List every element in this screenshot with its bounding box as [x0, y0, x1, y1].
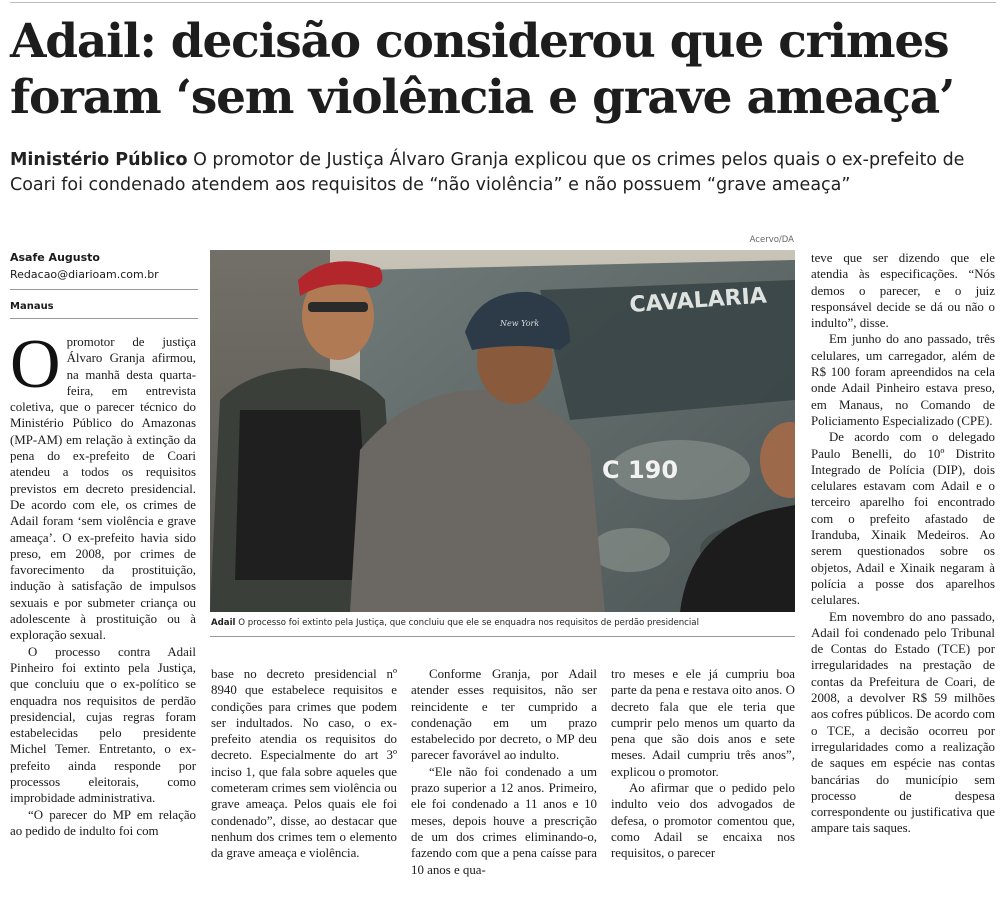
headline — [10, 14, 1000, 126]
cap-text: New York — [500, 319, 540, 328]
column-4 — [611, 666, 795, 862]
paragraph: “O parecer do MP em relação ao pedido de indulto foi com — [10, 807, 196, 838]
caption-rule — [210, 636, 795, 637]
caption-name: Adail — [211, 618, 236, 628]
column-1 — [10, 326, 196, 839]
caption-text: O processo foi extinto pela Justiça, que concluiu que ele se enquadra nos requisitos de perdão presidencial — [238, 618, 699, 628]
column-3 — [411, 666, 597, 878]
paragraph: O processo contra Adail Pinheiro foi extinto pela Justiça, que concluiu que o ex-político se enquadra nos requisitos de perdão presidencial, cujas regras foram estabelecidas pelo presidente Michel Temer. Entretanto, o ex-prefeito ainda responde por processos eleitorais, como improbidade administrativa. — [10, 644, 196, 806]
camo-patch — [590, 528, 670, 572]
deck — [10, 148, 1000, 198]
paragraph: Em junho do ano passado, três celulares, um carregador, além de R$ 100 foram apreendidos na cela onde Adail Pinheiro estava preso, em Manaus, no Comando de Policiamento Especializado (CPE). — [811, 332, 995, 428]
vehicle-text: CAVALARIA — [628, 283, 768, 318]
tactical-vest — [235, 410, 370, 580]
byline-email[interactable]: Redacao@diarioam.com.br — [10, 268, 159, 281]
column-5 — [811, 250, 995, 837]
photo-credit: Acervo/DA — [749, 235, 794, 245]
paragraph: Conforme Granja, por Adail atender esses requisitos, não ser reincidente e ter cumprido a condenação em um prazo estabelecido por decreto, o MP deu parecer favorável ao indulto. — [411, 667, 597, 763]
paragraph: tro meses e ele já cumpriu boa parte da pena e restava oito anos. O decreto fala que ele teria que cumprir pelo menos um quarto da pena que são dois anos e sete meses. Adail cumpriu três anos”, explicou o promotor. — [611, 667, 795, 779]
paragraph: “Ele não foi condenado a um prazo superior a 12 anos. Primeiro, ele foi condenado a 11 anos e 10 meses, depois houve a prescrição de um dos crimes eliminando-o, fazendo com que a pena caísse para 10 anos e qua- — [411, 764, 597, 877]
byline-rule — [10, 289, 198, 290]
vehicle-number: C 190 — [602, 456, 679, 484]
headline-line-1: Adail: decisão considerou que crimes — [10, 14, 949, 69]
paragraph: Em novembro do ano passado, Adail foi condenado pelo Tribunal de Contas do Estado (TCE) por irregularidades na prestação de contas da Prefeitura de Coari, de 2008, a devolver R$ 59 milhões aos cofres públicos. De acordo com o TCE, a decisão ocorreu por irregularidades como a realização de saques em espécie nas contas bancárias do município sem processo de despesa correspondente ou justificativa que ampare tais saques. — [811, 609, 995, 836]
column-2 — [211, 666, 397, 862]
deck-text: O promotor de Justiça Álvaro Granja explicou que os crimes pelos quais o ex-prefeito de Coari foi condenado atendem aos requisitos de “não violência” e não possuem “grave ameaça” — [10, 150, 965, 195]
deck-kicker: Ministério Público — [10, 150, 188, 170]
paragraph: base no decreto presidencial nº 8940 que estabelece requisitos e condições para crimes que podem ser indultados. No caso, o ex-prefeito atendia os requisitos do decreto. Especialmente do art 3º inciso 1, que fala sobre aqueles que cometeram crimes sem violência ou grave ameaça. Pelos quais ele foi condenado”, disse, ao destacar que nenhum dos crimes tem o elemento da grave ameaça e violência. — [211, 667, 397, 861]
sunglasses — [308, 302, 368, 312]
byline-place: Manaus — [10, 301, 54, 312]
byline-author: Asafe Augusto — [10, 251, 100, 264]
place-rule — [10, 318, 198, 319]
top-rule — [10, 2, 996, 3]
man-body — [350, 390, 605, 612]
drop-cap: O — [10, 326, 61, 403]
paragraph: teve que ser dizendo que ele atendia às especificações. “Nós demos o parecer, e o juiz responsável decide se dá ou não o indulto”, disse. — [811, 251, 995, 331]
headline-line-2: foram ‘sem violência e grave ameaça’ — [10, 70, 955, 125]
paragraph: Opromotor de justiça Álvaro Granja afirmou, na manhã desta quarta-feira, em entrevista coletiva, que o parecer técnico do Ministério Público do Amazonas (MP-AM) em relação à extinção da pena do ex-prefeito de Coari atendeu a todos os requisitos previstos em decreto presidencial. De acordo com ele, os crimes de Adail foram ‘sem violência e grave ameaça’. O ex-prefeito havia sido preso, em 2008, por crimes de favorecimento da prostituição, indução à satisfação de impulsos sexuais e por submeter criança ou adolescente à prostituição ou à exploração sexual. — [10, 326, 196, 643]
photo-caption — [211, 617, 796, 629]
news-photo — [210, 250, 795, 612]
paragraph: Ao afirmar que o pedido pelo indulto veio dos advogados de defesa, o promotor comentou que, como Adail se encaixa nos requisitos, o parecer — [611, 781, 795, 861]
paragraph: De acordo com o delegado Paulo Benelli, do 10º Distrito Integrado de Polícia (DIP), dois celulares estavam com Adail e o terceiro aparelho foi encontrado com o prefeito afastado de Iranduba, Xinaik Medeiros. Ao serem questionados sobre os objetos, Adail e Xinaik negaram à polícia a posse dos aparelhos celulares. — [811, 430, 995, 608]
